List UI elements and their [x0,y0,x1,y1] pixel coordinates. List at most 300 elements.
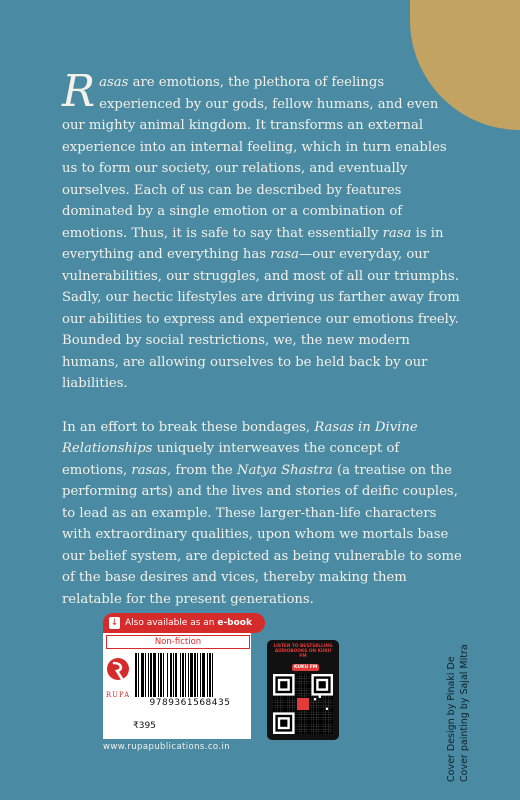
qr-code-icon [273,674,333,734]
qr-module [328,720,330,722]
qr-module [316,717,318,719]
qr-module [295,727,297,729]
qr-module [302,727,304,729]
qr-module [299,710,301,712]
barcode-bar [188,653,189,697]
blurb-text-run: , from the [166,462,237,478]
qr-module [304,674,306,676]
qr-module [323,724,325,726]
qr-module [299,679,301,681]
qr-module [319,712,321,714]
qr-module [316,705,318,707]
qr-module [311,720,313,722]
qr-module [316,729,318,731]
qr-module [292,698,294,700]
qr-module [309,705,311,707]
qr-module [299,686,301,688]
qr-module [309,698,311,700]
qr-module [278,698,280,700]
qr-module [331,703,333,705]
barcode-bar [207,653,208,697]
qr-module [311,729,313,731]
qr-module [326,705,328,707]
qr-module [316,720,318,722]
qr-module [285,708,287,710]
qr-module [307,724,309,726]
qr-module [295,684,297,686]
qr-module [304,727,306,729]
qr-module [321,727,323,729]
qr-module [299,712,301,714]
qr-module [311,722,313,724]
qr-module [321,698,323,700]
qr-module [273,710,275,712]
qr-module [323,698,325,700]
qr-module [302,732,304,734]
qr-module [304,681,306,683]
qr-module [323,712,325,714]
qr-module [285,698,287,700]
qr-module [323,708,325,710]
qr-module [323,722,325,724]
qr-module [299,727,301,729]
qr-module [331,720,333,722]
qr-module [307,717,309,719]
qr-module [323,715,325,717]
qr-module [307,691,309,693]
qr-module [316,696,318,698]
qr-module [287,710,289,712]
qr-module [275,700,277,702]
qr-module [299,676,301,678]
qr-module [331,732,333,734]
qr-module [302,674,304,676]
qr-module [295,717,297,719]
qr-module [295,710,297,712]
qr-module [302,696,304,698]
qr-module [302,720,304,722]
qr-module [314,696,316,698]
rupa-logo-text: RUPA [105,691,131,699]
qr-module [302,681,304,683]
qr-module [295,688,297,690]
qr-module [295,674,297,676]
qr-module [278,705,280,707]
barcode-bar [182,653,184,697]
qr-module [328,732,330,734]
qr-module [302,729,304,731]
barcode-bar [209,653,211,697]
blurb-text-run: —our everyday, our vulnerabilities, our struggles, and most of all our triumphs. Sadly, our hectic lifestyles are driving us farther away from our abilities to express and experience our emotions freely. Bounded by social restrictions, we, the new modern humans, are allowing ourselves to be held back by our liabilities. [62,247,460,391]
qr-module [328,700,330,702]
barcode-bar [150,653,152,697]
qr-module [275,696,277,698]
qr-module [331,712,333,714]
qr-module [292,708,294,710]
qr-module [307,710,309,712]
qr-module [309,679,311,681]
qr-module [331,717,333,719]
barcode [133,653,247,697]
qr-module [309,674,311,676]
qr-module [290,708,292,710]
rupa-logo [103,657,133,717]
qr-module [292,700,294,702]
qr-module [316,708,318,710]
qr-module [304,676,306,678]
blurb-text-run: rasa [382,225,412,241]
qr-module [280,698,282,700]
qr-module [278,700,280,702]
qr-module [307,674,309,676]
qr-module [295,698,297,700]
qr-module [278,703,280,705]
cover-design-credit: Cover Design by Pinaki De [446,656,457,782]
qr-module [309,717,311,719]
qr-module [323,710,325,712]
qr-module [285,705,287,707]
barcode-bar [173,653,174,697]
qr-module [319,729,321,731]
qr-module [278,710,280,712]
qr-module [295,700,297,702]
qr-module [302,717,304,719]
qr-module [323,717,325,719]
qr-module [299,720,301,722]
qr-module [314,703,316,705]
qr-module [297,688,299,690]
qr-module [309,727,311,729]
qr-module [314,720,316,722]
blurb-text-run: uniquely interweaves the concept of emotions, [62,441,400,478]
qr-module [321,708,323,710]
qr-module [292,705,294,707]
qr-module [304,693,306,695]
qr-module [319,705,321,707]
qr-module [311,705,313,707]
qr-module [299,688,301,690]
qr-module [299,684,301,686]
qr-module [321,724,323,726]
qr-module [302,693,304,695]
qr-module [331,708,333,710]
qr-module [295,679,297,681]
qr-module [295,676,297,678]
qr-module [319,703,321,705]
category-label: Non-fiction [106,635,250,649]
qr-module [316,715,318,717]
qr-module [278,708,280,710]
qr-module [309,715,311,717]
qr-module [321,696,323,698]
qr-module [302,679,304,681]
download-icon: ↓ [110,617,119,628]
cover-credits [445,644,471,782]
qr-module [311,703,313,705]
barcode-bar [200,653,201,697]
qr-module [328,715,330,717]
qr-module [326,732,328,734]
barcode-bar [145,653,146,697]
qr-module [328,708,330,710]
qr-module [323,705,325,707]
qr-module [328,703,330,705]
qr-module [275,698,277,700]
dropcap: R [62,66,96,117]
qr-module [295,705,297,707]
barcode-card [103,633,251,739]
qr-module [309,722,311,724]
qr-module [273,696,275,698]
qr-module [331,729,333,731]
qr-module [285,710,287,712]
qr-module [297,698,309,710]
blurb-paragraph-2 [62,417,462,611]
qr-module [307,686,309,688]
qr-module [297,729,299,731]
qr-module [297,712,299,714]
qr-module [283,708,285,710]
qr-module [326,717,328,719]
qr-module [328,724,330,726]
qr-module [326,720,328,722]
blurb-text-run: Rasas in Divine Relationships [62,419,418,456]
qr-module [309,703,311,705]
qr-module [287,700,289,702]
qr-module [297,691,299,693]
qr-module [299,696,301,698]
qr-module [319,727,321,729]
barcode-bar [167,653,168,697]
qr-module [297,674,299,676]
qr-module [307,693,309,695]
qr-module [295,691,297,693]
qr-module [295,724,297,726]
qr-module [328,712,330,714]
blurb-text-run: rasas [131,462,167,478]
qr-module [290,696,292,698]
qr-module [302,710,304,712]
qr-module [283,710,285,712]
qr-module [287,703,289,705]
qr-module [295,686,297,688]
qr-module [304,717,306,719]
barcode-bar [180,653,181,697]
qr-module [326,703,328,705]
price: ₹395 [133,721,156,731]
qr-module [297,717,299,719]
qr-module [323,732,325,734]
qr-module [323,727,325,729]
qr-module [311,724,313,726]
qr-module [302,691,304,693]
qr-module [311,727,313,729]
qr-module [316,698,318,700]
qr-module [314,708,316,710]
cover-painting-credit: Cover painting by Sajal Mitra [459,644,470,782]
qr-module [307,679,309,681]
qr-module [309,691,311,693]
qr-module [302,722,304,724]
qr-module [319,717,321,719]
qr-module [321,717,323,719]
qr-module [304,684,306,686]
qr-module [299,724,301,726]
qr-module [307,681,309,683]
qr-module [326,715,328,717]
qr-module [328,727,330,729]
qr-module [280,681,287,688]
qr-module [309,708,311,710]
qr-module [290,705,292,707]
qr-module [275,708,277,710]
blurb [62,66,462,610]
qr-module [311,708,313,710]
qr-module [304,712,306,714]
qr-module [323,720,325,722]
qr-module [321,732,323,734]
qr-module [309,686,311,688]
blurb-text-run: (a treatise on the performing arts) and the lives and stories of deific couples, to lead as an example. These larger-than-life characters with extraordinary qualities, upon whom we mortals base our belief system, are depicted as being vulnerable to some of the base desires and vices, thereby making them relatable for the present generations. [62,462,462,607]
qr-module [328,710,330,712]
qr-module [314,727,316,729]
qr-module [290,710,292,712]
qr-module [311,700,313,702]
barcode-bar [202,653,205,697]
qr-module [307,720,309,722]
qr-module [331,696,333,698]
qr-module [283,703,285,705]
qr-module [273,700,275,702]
qr-module [299,691,301,693]
qr-module [331,705,333,707]
qr-module [278,696,280,698]
qr-module [309,732,311,734]
qr-module [309,693,311,695]
qr-module [275,705,277,707]
qr-module [316,727,318,729]
qr-module [314,715,316,717]
qr-module [319,700,321,702]
qr-module [321,700,323,702]
qr-module [314,729,316,731]
qr-module [304,679,306,681]
blurb-paragraph-1 [62,66,462,395]
qr-module [295,729,297,731]
blurb-text-run: is in everything and everything has [62,225,444,262]
qr-module [283,700,285,702]
ebook-text: Also available as an e-book [125,618,252,628]
barcode-bar [190,653,193,697]
qr-module [275,703,277,705]
qr-module [307,696,309,698]
qr-module [304,724,306,726]
barcode-bar [153,653,156,697]
qr-module [319,724,321,726]
qr-module [314,724,316,726]
qr-module [304,710,306,712]
qr-module [302,684,304,686]
qr-module [287,705,289,707]
barcode-bar [175,653,177,697]
barcode-bar [158,653,159,697]
qr-module [297,724,299,726]
blurb-text-run: rasa [270,247,300,262]
qr-module [304,715,306,717]
qr-module [299,715,301,717]
qr-module [295,681,297,683]
qr-module [297,684,299,686]
qr-module [299,674,301,676]
qr-module [323,700,325,702]
qr-module [280,708,282,710]
qr-module [295,696,297,698]
qr-module [304,686,306,688]
blurb-text-run: Natya Shastra [236,462,333,478]
qr-module [299,717,301,719]
qr-module [316,710,318,712]
qr-module [326,724,328,726]
isbn-number: 9789361568435 [149,698,231,708]
qr-module [309,724,311,726]
qr-module [326,727,328,729]
qr-module [328,717,330,719]
qr-module [297,727,299,729]
qr-module [331,722,333,724]
qr-module [302,676,304,678]
barcode-bar [135,653,137,697]
qr-module [297,715,299,717]
qr-module [295,712,297,714]
qr-module [295,693,297,695]
qr-module [283,696,285,698]
qr-module [283,705,285,707]
qr-module [314,710,316,712]
qr-module [295,715,297,717]
qr-module [321,710,323,712]
qr-module [280,705,282,707]
qr-module [319,710,321,712]
qr-module [323,729,325,731]
qr-module [290,700,292,702]
qr-module [309,684,311,686]
qr-module [299,693,301,695]
qr-header: LISTEN TO BESTSELLING AUDIOBOOKS ON KUKU FM [273,644,333,660]
qr-module [297,696,299,698]
barcode-bar [138,653,139,697]
qr-module [309,696,311,698]
qr-module [299,722,301,724]
qr-module [314,712,316,714]
qr-module [309,710,311,712]
qr-module [280,696,282,698]
qr-module [309,720,311,722]
qr-module [311,717,313,719]
ebook-banner [103,613,265,633]
qr-module [295,708,297,710]
qr-module [297,693,299,695]
qr-module [323,703,325,705]
qr-module [309,729,311,731]
qr-module [307,732,309,734]
qr-module [321,705,323,707]
qr-module [280,703,282,705]
qr-module [311,715,313,717]
qr-module [314,705,316,707]
barcode-bar [170,653,172,697]
qr-module [311,696,313,698]
qr-module [273,698,275,700]
